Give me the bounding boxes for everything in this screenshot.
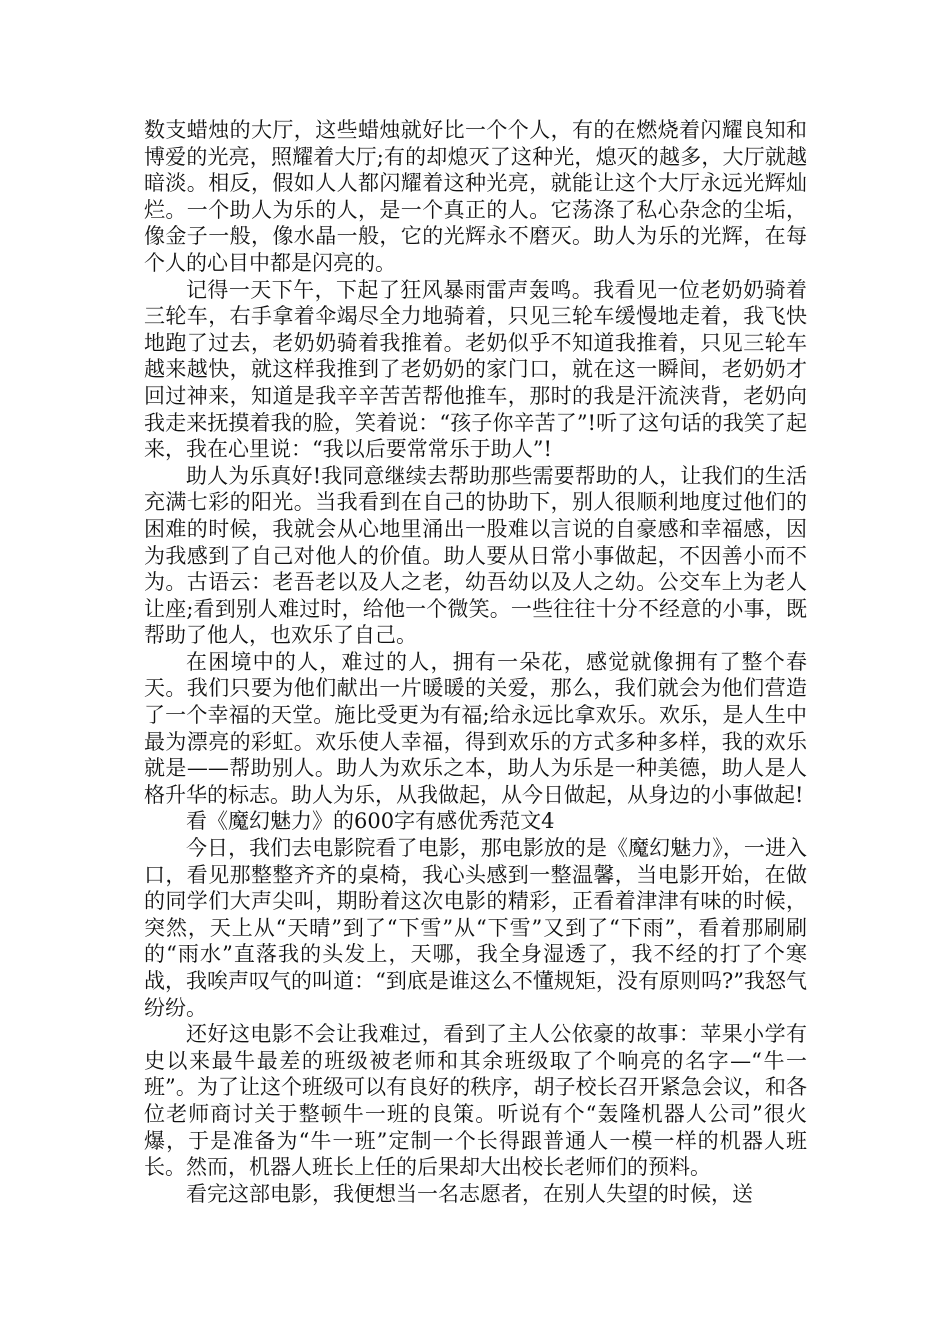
paragraph-happiness: 在困境中的人，难过的人，拥有一朵花，感觉就像拥有了整个春天。我们只要为他们献出一片暖暖的关爱，那么，我们就会为他们营造了一个幸福的天堂。施比受更为有福;给永远比拿欢乐。欢乐，是人生中最为漂亮的彩虹。欢乐使人幸福，得到欢乐的方式多种多样，我的欢乐就是——帮助别人。助人为欢乐之本，助人为乐是一种美德，助人是人格升华的标志。助人为乐，从我做起，从今日做起，从身边的小事做起! (144, 649, 807, 807)
paragraph-movie-story: 还好这电影不会让我难过，看到了主人公依豪的故事：苹果小学有史以来最牛最差的班级被老师和其余班级取了个响亮的名字—“牛一班”。为了让这个班级可以有良好的秩序，胡子校长召开紧急会议，和各位老师商讨关于整顿牛一班的良策。听说有个“轰隆机器人公司”很火爆，于是准备为“牛一班”定制一个长得跟普通人一模一样的机器人班长。然而，机器人班长上任的后果却大出校长老师们的预料。 (144, 1022, 807, 1180)
paragraph-helping-is-good: 助人为乐真好!我同意继续去帮助那些需要帮助的人，让我们的生活充满七彩的阳光。当我看到在自己的协助下，别人很顺利地度过他们的困难的时候，我就会从心地里涌出一股难以言说的自豪感和幸福感，因为我感到了自己对他人的价值。助人要从日常小事做起，不因善小而不为。古语云：老吾老以及人之老，幼吾幼以及人之幼。公交车上为老人让座;看到别人难过时，给他一个微笑。一些往往十分不经意的小事，既帮助了他人，也欢乐了自己。 (144, 463, 807, 648)
paragraph-candles: 数支蜡烛的大厅，这些蜡烛就好比一个个人，有的在燃烧着闪耀良知和博爱的光亮，照耀着大厅;有的却熄灭了这种光，熄灭的越多，大厅就越暗淡。相反，假如人人都闪耀着这种光亮，就能让这个大厅永远光辉灿烂。一个助人为乐的人，是一个真正的人。它荡涤了私心杂念的尘垢，像金子一般，像水晶一般，它的光辉永不磨灭。助人为乐的光辉，在每个人的心目中都是闪亮的。 (144, 118, 807, 275)
paragraph-rainy-afternoon: 记得一天下午，下起了狂风暴雨雷声轰鸣。我看见一位老奶奶骑着三轮车，右手拿着伞竭尽全力地骑着，只见三轮车缓慢地走着，我飞快地跑了过去，老奶奶骑着我推着。老奶似乎不知道我推着，只见三轮车越来越快，就这样我推到了老奶奶的家门口，就在这一瞬间，老奶奶才回过神来，知道是我辛辛苦苦帮他推车，那时的我是汗流浃背，老奶向我走来抚摸着我的脸，笑着说：“孩子你辛苦了”!听了这句话的我笑了起来，我在心里说：“我以后要常常乐于助人”! (144, 277, 807, 462)
paragraph-cinema: 今日，我们去电影院看了电影，那电影放的是《魔幻魅力》，一进入口，看见那整整齐齐的桌椅，我心头感到一整温馨，当电影开始，在做的同学们大声尖叫，期盼着这次电影的精彩，正看着津津有味的时候，突然，天上从“天晴”到了“下雪”从“下雪”又到了“下雨”，看着那刷刷的“雨水”直落我的头发上，天哪，我全身湿透了，我不经的打了个寒战，我唉声叹气的叫道：“到底是谁这么不懂规矩，没有原则吗?”我怒气纷纷。 (144, 836, 807, 1020)
section-heading: 看《魔幻魅力》的600字有感优秀范文4 (186, 809, 555, 834)
paragraph-volunteer: 看完这部电影，我便想当一名志愿者，在别人失望的时候，送 (186, 1181, 753, 1206)
document-page (144, 117, 807, 1207)
